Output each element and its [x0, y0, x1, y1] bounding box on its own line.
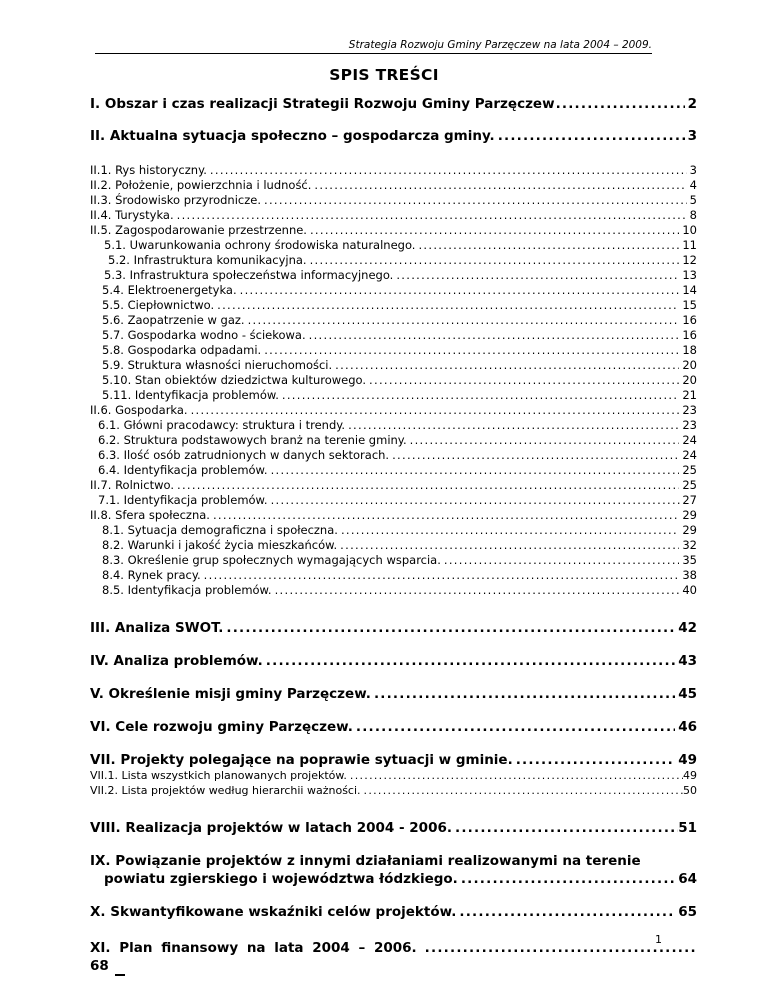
toc-page: 27 — [682, 493, 697, 507]
toc-entry[interactable] — [90, 783, 697, 798]
toc-label: II.7. Rolnictwo. — [90, 478, 174, 492]
toc-page: 5 — [689, 193, 697, 207]
toc-label: 8.4. Rynek pracy. — [102, 568, 201, 582]
toc-entry[interactable] — [90, 508, 697, 523]
toc-label: II.5. Zagospodarowanie przestrzenne. — [90, 223, 307, 237]
toc-label: II.6. Gospodarka. — [90, 403, 188, 417]
toc-entry[interactable] — [90, 819, 697, 837]
toc-entry[interactable] — [90, 448, 697, 463]
toc-page: 43 — [678, 653, 697, 669]
toc-label: 6.1. Główni pracodawcy: struktura i trendy. — [98, 418, 346, 432]
toc-page: 40 — [682, 583, 697, 597]
toc-entry[interactable] — [90, 238, 697, 253]
toc-entry[interactable] — [90, 253, 697, 268]
toc-entry[interactable] — [90, 223, 697, 238]
toc-page: 29 — [682, 508, 697, 522]
toc-label: VII. Projekty polegające na poprawie sytuacji w gminie. — [90, 752, 513, 768]
toc-label: II.1. Rys historyczny. — [90, 163, 207, 177]
toc-label: 6.4. Identyfikacja problemów. — [98, 463, 268, 477]
toc-label: powiatu zgierskiego i województwa łódzkiego. — [104, 871, 458, 887]
toc-label: 6.2. Struktura podstawowych branż na terenie gminy. — [98, 433, 407, 447]
toc-entry[interactable] — [90, 298, 697, 313]
toc-label: II.4. Turystyka. — [90, 208, 174, 222]
toc-entry[interactable] — [90, 718, 697, 736]
toc-entry[interactable] — [90, 403, 697, 418]
toc-entry[interactable] — [90, 418, 697, 433]
toc-entry[interactable] — [90, 208, 697, 223]
toc-page: 2 — [687, 96, 697, 112]
toc-entry[interactable] — [90, 193, 697, 208]
toc-entry[interactable] — [90, 463, 697, 478]
toc-page: 29 — [682, 523, 697, 537]
toc-entry[interactable] — [90, 373, 697, 388]
toc-page: 68 — [90, 958, 109, 974]
toc-page: 4 — [689, 178, 697, 192]
toc-label: 8.5. Identyfikacja problemów. — [102, 583, 272, 597]
toc-entry[interactable] — [90, 328, 697, 343]
toc-page: 13 — [682, 268, 697, 282]
toc-page: 20 — [682, 373, 697, 387]
page-title: SPIS TREŚCI — [329, 66, 439, 84]
toc-entry[interactable] — [90, 685, 697, 703]
toc-page: 49 — [683, 769, 697, 782]
toc-page: 3 — [689, 163, 697, 177]
toc-label: III. Analiza SWOT. — [90, 620, 224, 636]
toc-label: 5.2. Infrastruktura komunikacyjna. — [108, 253, 307, 267]
toc-label: 5.10. Stan obiektów dziedzictwa kulturowego. — [102, 373, 367, 387]
toc-label: VI. Cele rozwoju gminy Parzęczew. — [90, 719, 353, 735]
toc-label: 7.1. Identyfikacja problemów. — [98, 493, 268, 507]
toc-entry[interactable] — [90, 852, 697, 888]
toc-page: 23 — [682, 418, 697, 432]
toc-entry[interactable] — [90, 388, 697, 403]
toc-page: 49 — [678, 752, 697, 768]
toc-label: 5.4. Elektroenergetyka. — [102, 283, 237, 297]
toc-label: II. Aktualna sytuacja społeczno – gospodarcza gminy. — [90, 128, 495, 144]
toc-entry[interactable] — [90, 358, 697, 373]
toc-page: 3 — [687, 128, 697, 144]
toc-page: 65 — [678, 904, 697, 920]
toc-page: 21 — [682, 388, 697, 402]
toc-entry[interactable] — [90, 768, 697, 783]
toc-page: 32 — [682, 538, 697, 552]
toc-entry[interactable] — [90, 478, 697, 493]
toc-entry[interactable] — [90, 283, 697, 298]
toc-label: V. Określenie misji gminy Parzęczew. — [90, 686, 371, 702]
toc-page: 18 — [682, 343, 697, 357]
toc-page: 24 — [682, 448, 697, 462]
toc-page: 16 — [682, 313, 697, 327]
toc-entry[interactable] — [90, 903, 697, 921]
toc-label: II.8. Sfera społeczna. — [90, 508, 210, 522]
toc-label: II.3. Środowisko przyrodnicze. — [90, 193, 262, 207]
toc-entry[interactable] — [90, 493, 697, 508]
toc-label: 5.8. Gospodarka odpadami. — [102, 343, 262, 357]
toc-page: 46 — [678, 719, 697, 735]
toc-label: 5.3. Infrastruktura społeczeństwa informacyjnego. — [104, 268, 394, 282]
toc-label: 5.7. Gospodarka wodno - ściekowa. — [102, 328, 306, 342]
toc-label: II.2. Położenie, powierzchnia i ludność. — [90, 178, 312, 192]
toc-page: 50 — [683, 784, 697, 797]
toc-page: 15 — [682, 298, 697, 312]
toc-entry[interactable] — [90, 163, 697, 178]
toc-label: VIII. Realizacja projektów w latach 2004 - 2006. — [90, 820, 452, 836]
page-number: 1 — [655, 933, 662, 946]
toc-label: 5.11. Identyfikacja problemów. — [102, 388, 279, 402]
toc-label: 5.1. Uwarunkowania ochrony środowiska naturalnego. — [104, 238, 416, 252]
toc-page: 20 — [682, 358, 697, 372]
toc-entry[interactable] — [90, 95, 697, 113]
toc-entry[interactable] — [90, 127, 697, 145]
toc-page: 14 — [682, 283, 697, 297]
toc-entry[interactable] — [90, 652, 697, 670]
toc-label: VII.1. Lista wszystkich planowanych projektów. — [90, 769, 347, 782]
toc-entry[interactable] — [90, 268, 697, 283]
toc-page: 42 — [678, 620, 697, 636]
toc-page: 24 — [682, 433, 697, 447]
toc-label: 6.3. Ilość osób zatrudnionych w danych sektorach. — [98, 448, 390, 462]
toc-label: 5.9. Struktura własności nieruchomości. — [102, 358, 333, 372]
toc-page: 23 — [682, 403, 697, 417]
toc-label: I. Obszar i czas realizacji Strategii Rozwoju Gminy Parzęczew — [90, 96, 555, 112]
toc-entry[interactable] — [90, 553, 697, 568]
toc-label: 8.2. Warunki i jakość życia mieszkańców. — [102, 538, 338, 552]
toc-entry[interactable] — [90, 751, 697, 769]
toc-page: 64 — [678, 871, 697, 887]
toc-label: IV. Analiza problemów. — [90, 653, 263, 669]
toc-entry[interactable] — [90, 583, 697, 598]
toc-page: 38 — [682, 568, 697, 582]
toc-entry[interactable] — [90, 433, 697, 448]
toc-page: 10 — [682, 223, 697, 237]
toc-page: 25 — [682, 478, 697, 492]
toc-page: 51 — [678, 820, 697, 836]
toc-entry[interactable] — [90, 568, 697, 583]
toc-label: IX. Powiązanie projektów z innymi działaniami realizowanymi na terenie — [90, 853, 641, 869]
toc-label: 8.3. Określenie grup społecznych wymagających wsparcia. — [102, 553, 441, 567]
toc-entry[interactable] — [90, 313, 697, 328]
footer-mark — [115, 974, 125, 976]
toc-entry[interactable] — [90, 619, 697, 637]
toc-entry[interactable] — [90, 523, 697, 538]
toc-page: 8 — [689, 208, 697, 222]
toc-entry[interactable] — [90, 343, 697, 358]
toc-label: 8.1. Sytuacja demograficzna i społeczna. — [102, 523, 338, 537]
toc-label: X. Skwantyfikowane wskaźniki celów projektów. — [90, 904, 457, 920]
toc-page: 25 — [682, 463, 697, 477]
running-header: Strategia Rozwoju Gminy Parzęczew na lata 2004 – 2009. — [95, 39, 652, 54]
toc-entry[interactable] — [90, 939, 697, 975]
toc-label: VII.2. Lista projektów według hierarchii ważności. — [90, 784, 361, 797]
toc-label: 5.5. Ciepłownictwo. — [102, 298, 215, 312]
toc-page: 35 — [682, 553, 697, 567]
toc-page: 45 — [678, 686, 697, 702]
toc-label: 5.6. Zaopatrzenie w gaz. — [102, 313, 245, 327]
toc-entry[interactable] — [90, 178, 697, 193]
toc-page: 16 — [682, 328, 697, 342]
toc-entry[interactable] — [90, 538, 697, 553]
toc-page: 11 — [682, 238, 697, 252]
toc-label: XI. Plan finansowy na lata 2004 – 2006. — [90, 940, 417, 956]
toc-page: 12 — [682, 253, 697, 267]
